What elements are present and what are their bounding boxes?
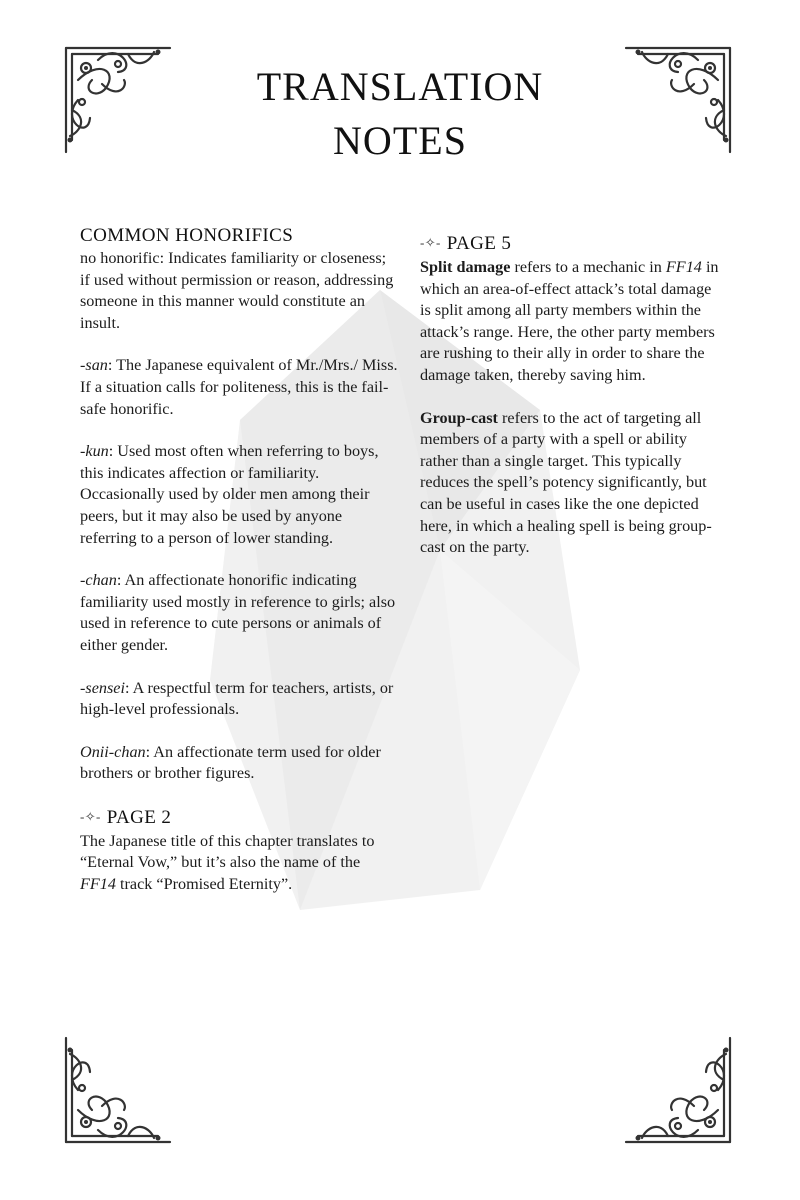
- page-5-heading-label: PAGE 5: [446, 233, 512, 254]
- onii-chan-term: Onii-chan: [80, 742, 146, 761]
- split-damage-text-a: refers to a mechanic in: [510, 258, 666, 276]
- page-2-heading: [80, 806, 400, 831]
- title-line-2: NOTES: [333, 118, 467, 163]
- chan-term: -chan: [80, 571, 117, 590]
- chan-note: [80, 570, 400, 656]
- group-cast-term: Group-cast: [420, 408, 498, 427]
- right-column: [420, 224, 720, 580]
- page-2-text-b: track “Promised Eternity”.: [115, 875, 293, 894]
- no-honorific-note: no honorific: Indicates familiarity or closeness; if used without permission or reason, addressing someone in this manner would constitute an insult.: [80, 249, 394, 332]
- san-note: [80, 355, 400, 420]
- title-line-1: TRANSLATION: [256, 64, 544, 109]
- san-term: -san: [80, 356, 108, 375]
- kun-note: [80, 441, 400, 549]
- sensei-term: -sensei: [80, 678, 125, 697]
- kun-term: -kun: [80, 442, 109, 461]
- bullet-icon: -✧-: [420, 235, 441, 250]
- page-2-text-a: The Japanese title of this chapter translates to “Eternal Vow,” but it’s also the name of the: [80, 831, 375, 872]
- honorifics-heading: COMMON HONORIFICS: [80, 225, 294, 246]
- left-column: [80, 224, 400, 917]
- onii-chan-note: [80, 742, 400, 785]
- page-title: [0, 60, 800, 168]
- kun-text: : Used most often when referring to boys, this indicates affection or familiarity. Occasionally used by older men among their peers, but it may also be used by anyone referring to a person of lower standing.: [80, 442, 379, 547]
- bullet-icon: -✧-: [80, 808, 101, 824]
- chan-text: : An affectionate honorific indicating familiarity used mostly in reference to girls; also used in reference to cute persons or animals of either gender.: [80, 571, 396, 654]
- split-damage-text-b: in which an area-of-effect attack’s total damage is split among all party members within the attack’s range. Here, the other party members are rushing to their ally in order to share the damage taken, thereby saving him.: [420, 258, 719, 384]
- page-2-note: [80, 831, 400, 896]
- flourish-corner-icon: [58, 1030, 178, 1150]
- group-cast-note: [420, 408, 720, 559]
- sensei-text: : A respectful term for teachers, artists, or high-level professionals.: [80, 678, 394, 719]
- page-2-heading-label: PAGE 2: [106, 806, 172, 828]
- split-damage-note: [420, 257, 720, 387]
- sensei-note: [80, 678, 400, 721]
- split-damage-game-title: FF14: [665, 258, 702, 276]
- group-cast-text: refers to the act of targeting all members of a party with a spell or ability rather than a single target. This typically reduces the spell’s potency significantly, but can be useful in cases like the one depicted here, in which a healing spell is being group-cast on the party.: [420, 408, 712, 557]
- split-damage-term: Split damage: [420, 258, 511, 276]
- onii-chan-text: : An affectionate term used for older brothers or brother figures.: [80, 742, 381, 783]
- flourish-corner-icon: [618, 1030, 738, 1150]
- san-text: : The Japanese equivalent of Mr./Mrs./ Miss. If a situation calls for politeness, this is the fail-safe honorific.: [80, 356, 398, 418]
- page-5-heading: [420, 232, 720, 257]
- page-2-game-title: FF14: [80, 875, 116, 894]
